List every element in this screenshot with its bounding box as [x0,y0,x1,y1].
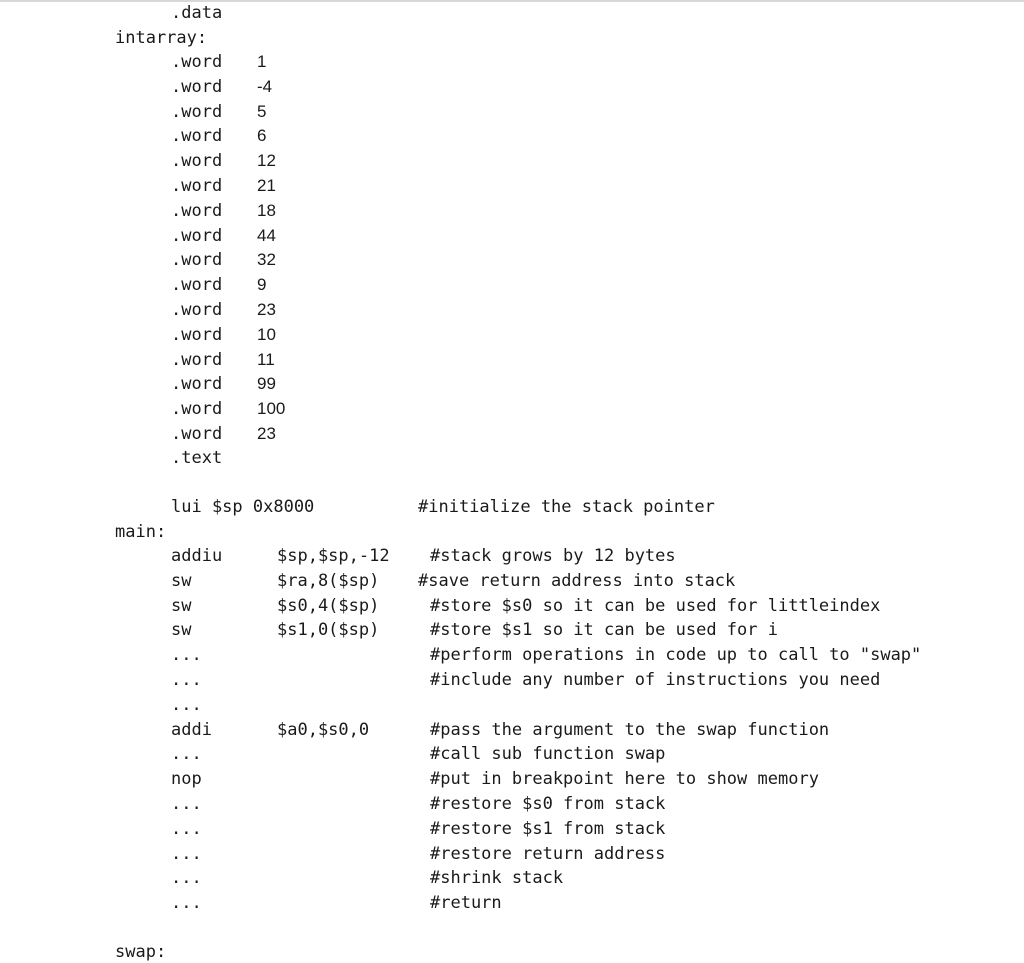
instruction-op: ... [171,819,202,839]
instruction-comment: #return [430,893,502,913]
instruction-op: addiu [171,546,223,566]
intarray-label: intarray: [115,28,208,48]
instruction-args: $ra,8($sp) [277,571,380,591]
word-value: 23 [257,300,276,319]
instruction-op: ... [171,794,202,814]
instruction-comment: #store $s0 so it can be used for littleindex [430,596,881,616]
instruction-args: $s0,4($sp) [277,596,380,616]
swap-label: swap: [115,942,167,962]
word-directive: .word [171,424,223,444]
instruction-comment: #restore return address [430,844,666,864]
word-directive: .word [171,102,223,122]
word-directive: .word [171,250,223,270]
instruction-op: ... [171,670,202,690]
main-label: main: [115,522,167,542]
text-directive: .text [171,448,223,468]
init-instruction: lui $sp 0x8000 [171,497,315,517]
instruction-comment: #restore $s0 from stack [430,794,666,814]
word-value: 1 [257,52,267,71]
instruction-args: $sp,$sp,-12 [277,546,390,566]
instruction-comment: #put in breakpoint here to show memory [430,769,819,789]
instruction-comment: #store $s1 so it can be used for i [430,620,778,640]
word-directive: .word [171,52,223,72]
word-directive: .word [171,126,223,146]
instruction-op: ... [171,695,202,715]
instruction-comment: #save return address into stack [418,571,736,591]
word-value: 6 [257,126,267,145]
word-value: 18 [257,201,276,220]
instruction-comment: #pass the argument to the swap function [430,720,830,740]
instruction-op: ... [171,893,202,913]
word-value: 99 [257,374,276,393]
instruction-op: ... [171,844,202,864]
instruction-comment: #stack grows by 12 bytes [430,546,676,566]
word-value: 23 [257,424,276,443]
word-value: 12 [257,151,276,170]
instruction-comment: #restore $s1 from stack [430,819,666,839]
word-value: 11 [257,350,275,369]
init-comment: #initialize the stack pointer [418,497,715,517]
instruction-op: ... [171,645,202,665]
word-value: 32 [257,250,276,269]
word-directive: .word [171,300,223,320]
word-directive: .word [171,226,223,246]
instruction-op: sw [171,596,192,616]
instruction-args: $a0,$s0,0 [277,720,370,740]
word-directive: .word [171,176,223,196]
word-directive: .word [171,151,223,171]
word-directive: .word [171,275,223,295]
instruction-comment: #include any number of instructions you need [430,670,881,690]
word-value: 44 [257,226,276,245]
instruction-args: $s1,0($sp) [277,620,380,640]
instruction-comment: #shrink stack [430,868,564,888]
instruction-op: sw [171,620,192,640]
word-directive: .word [171,399,223,419]
instruction-op: ... [171,744,202,764]
instruction-op: addi [171,720,212,740]
top-border [0,0,1024,2]
word-value: 10 [257,325,276,344]
word-value: 5 [257,102,267,121]
word-directive: .word [171,350,223,370]
instruction-op: ... [171,868,202,888]
instruction-comment: #call sub function swap [430,744,666,764]
word-value: 9 [257,275,267,294]
word-value: 21 [257,176,276,195]
word-directive: .word [171,325,223,345]
instruction-comment: #perform operations in code up to call to "swap" [430,645,922,665]
word-directive: .word [171,201,223,221]
instruction-op: sw [171,571,192,591]
data-directive: .data [171,3,223,23]
word-value: -4 [257,77,273,96]
word-directive: .word [171,77,223,97]
word-directive: .word [171,374,223,394]
word-value: 100 [257,399,286,418]
instruction-op: nop [171,769,202,789]
